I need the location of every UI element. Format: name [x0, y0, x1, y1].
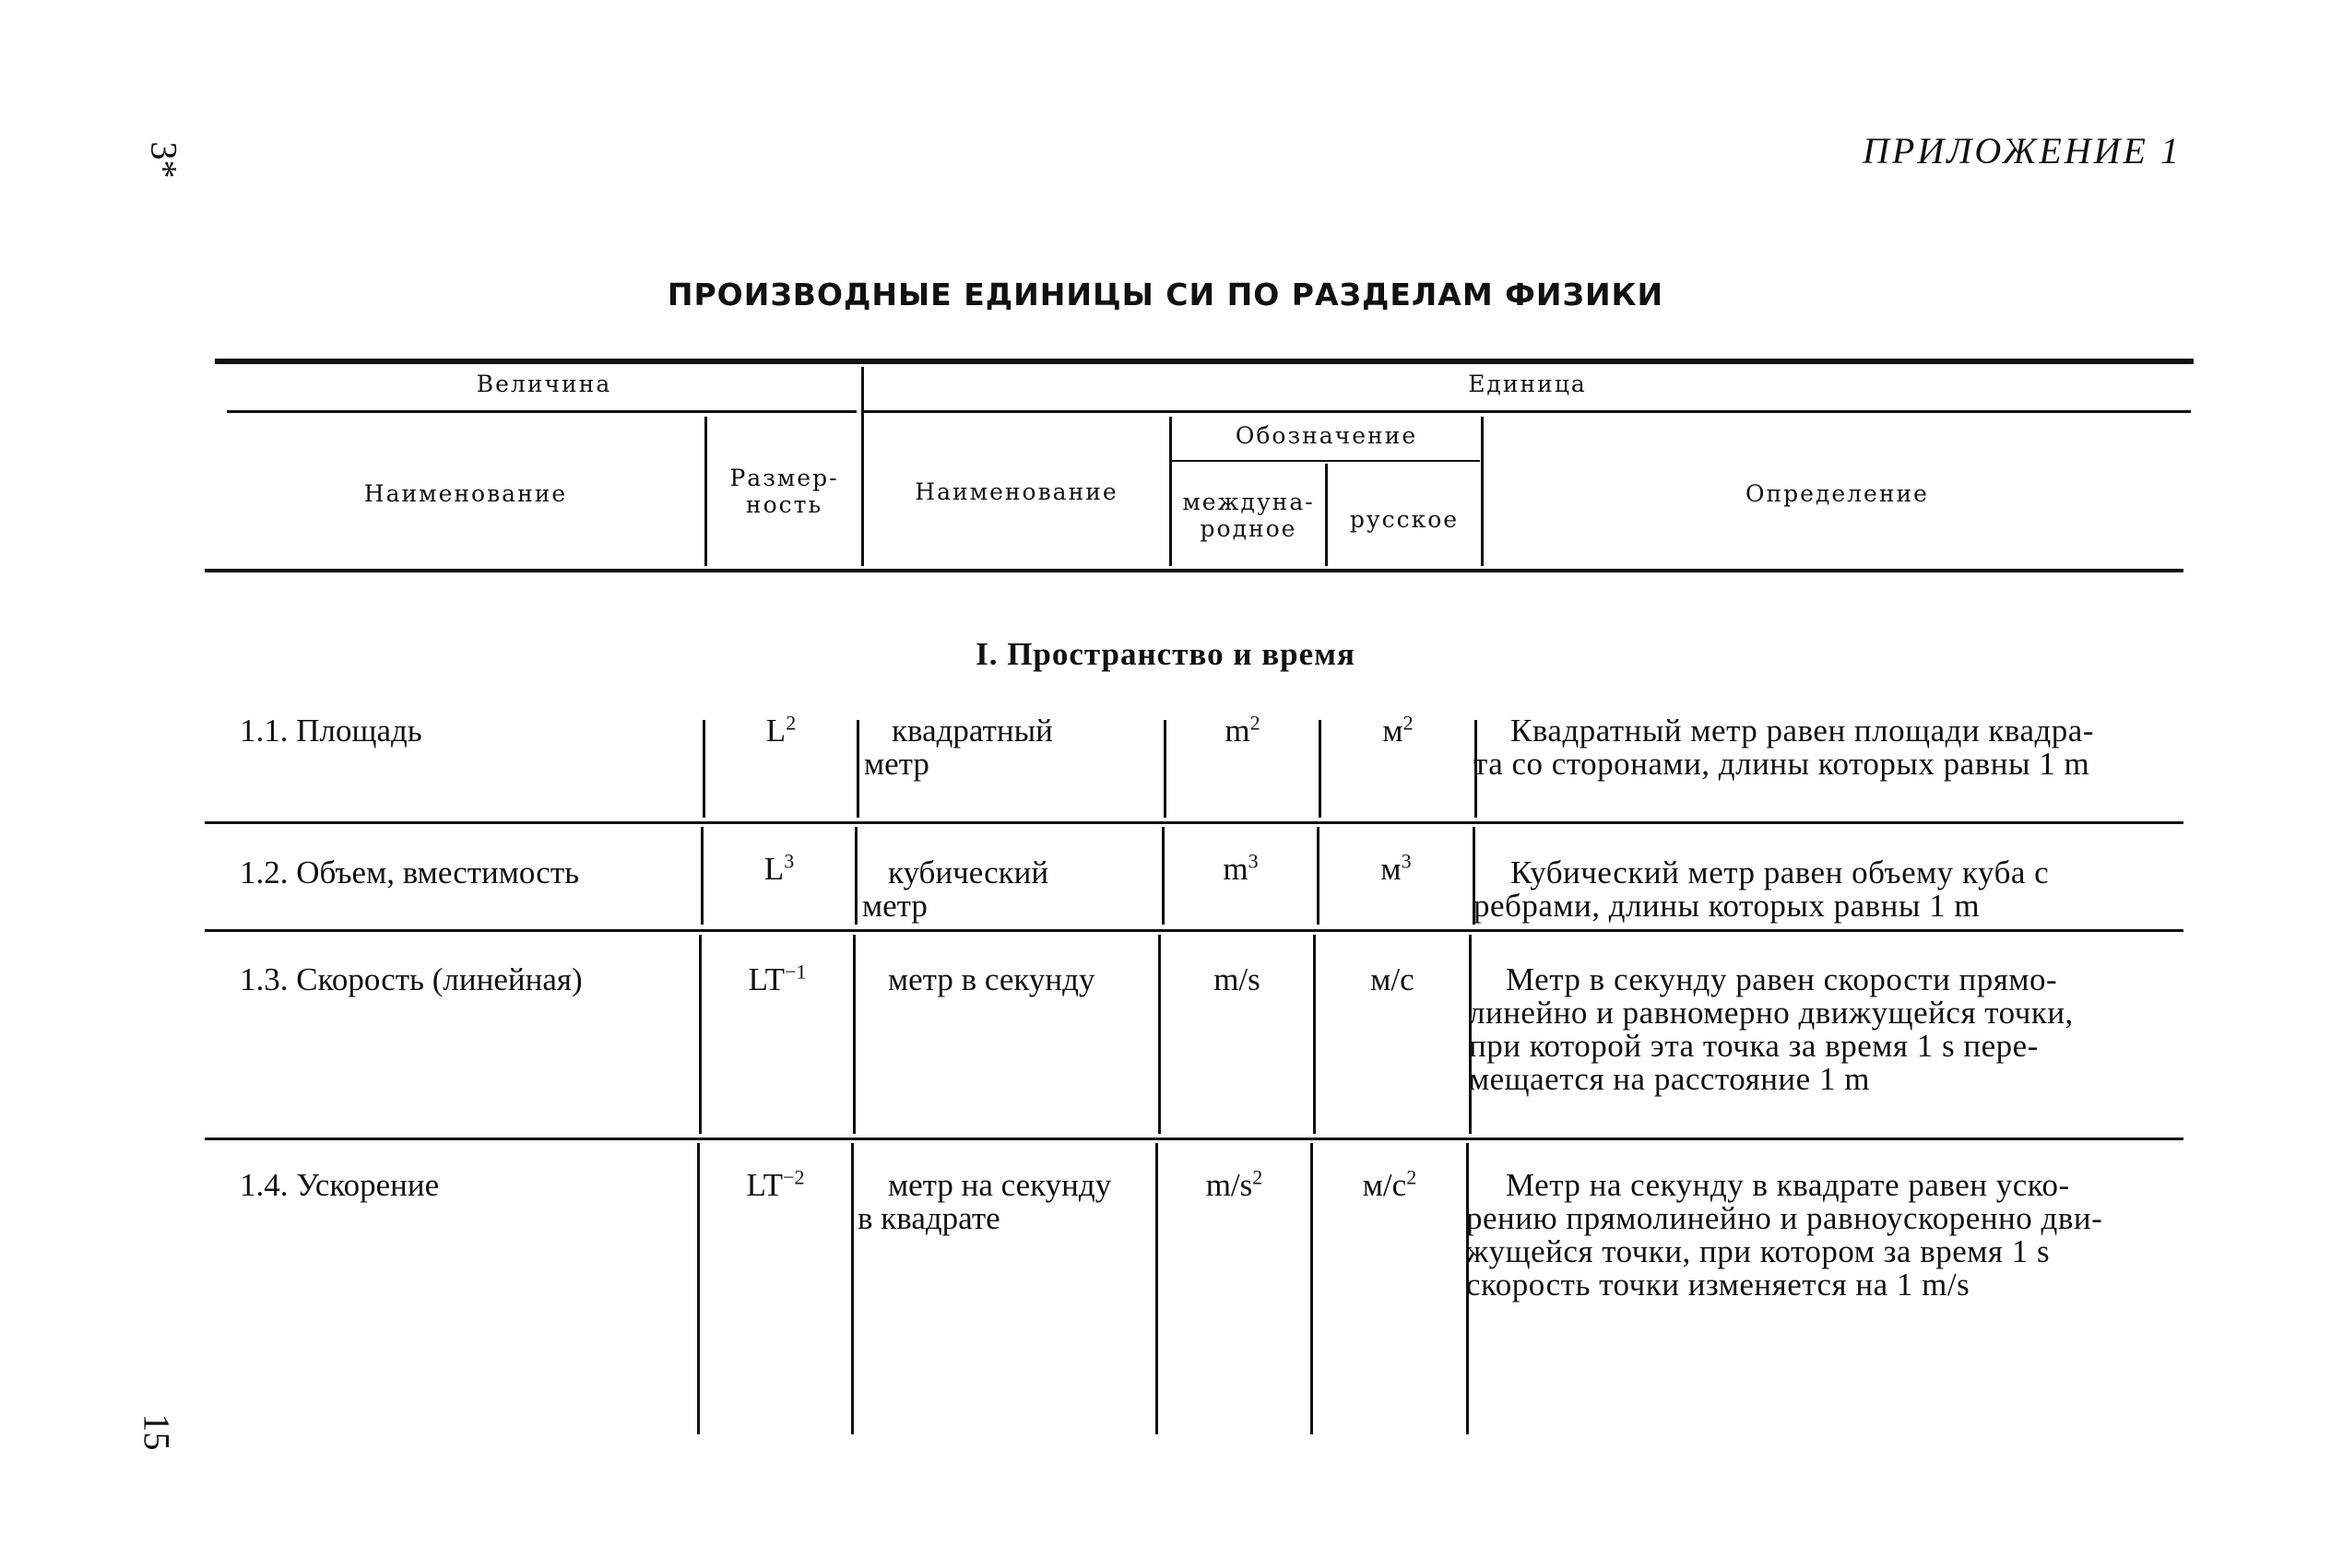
row-3-number: 1.3. — [240, 961, 289, 997]
row-2-rus: $м^3$ — [1380, 849, 1412, 887]
row-4-quantity — [240, 1169, 439, 1202]
header-bottom-rule — [205, 569, 2183, 572]
row-2-quantity-name: Объем, вместимость — [296, 855, 580, 890]
page-number: 15 — [136, 1413, 178, 1451]
row-4-rus: $м/с^2$ — [1362, 1165, 1417, 1203]
header-unit: Единица — [1468, 371, 1587, 397]
row-2-dimension: $L^3$ — [763, 849, 795, 887]
row-1-intl: $m^2$ — [1225, 711, 1260, 749]
row4-divider-2 — [851, 1143, 854, 1434]
row-1-definition: Квадратный метр равен площади квадра- та со сторонами, длины которых равны 1 m — [1473, 713, 2094, 782]
row-3-intl: m/s — [1213, 961, 1260, 997]
row-4-unit-name: метр на секунду в квадрате — [858, 1167, 1112, 1236]
row-3-dimension: $LT^{-1}$ — [748, 960, 807, 997]
row-4-definition: Метр на секунду в квадрате равен уско- рению прямолинейно и равноускоренно дви- жущейся точки, при котором за время 1 s скорость точки изменяется на 1 m/s — [1466, 1167, 2103, 1303]
row-separator-1 — [205, 821, 2183, 824]
row-3-quantity — [240, 963, 583, 996]
header-group-rule-right — [864, 410, 2191, 413]
header-quantity: Величина — [476, 371, 612, 397]
header-dimension: Размер- ность — [729, 465, 839, 518]
appendix-label: ПРИЛОЖЕНИЕ 1 — [1863, 130, 2182, 171]
header-top-rule — [215, 359, 2194, 364]
row-2-intl: $m^3$ — [1223, 849, 1259, 887]
row-2-quantity — [240, 856, 579, 890]
designation-rule — [1171, 460, 1480, 462]
row-1-rus: $м^2$ — [1382, 711, 1414, 749]
row-4-quantity-name: Ускорение — [296, 1167, 440, 1203]
corner-mark: 3* — [143, 141, 185, 179]
header-designation: Обозначение — [1235, 422, 1418, 449]
header-quantity-name: Наименование — [363, 480, 568, 507]
row-1-number: 1.1. — [240, 713, 289, 749]
header-russian: русское — [1349, 506, 1460, 533]
row-separator-3 — [205, 1138, 2183, 1140]
row-2-number: 1.2. — [240, 855, 289, 890]
row-1-quantity — [240, 714, 422, 748]
row-separator-2 — [205, 929, 2183, 932]
row1-divider-2 — [857, 720, 859, 818]
row-1-quantity-name: Площадь — [296, 713, 422, 749]
page-title: ПРОИЗВОДНЫЕ ЕДИНИЦЫ СИ ПО РАЗДЕЛАМ ФИЗИКИ — [667, 277, 1664, 312]
row-4-number: 1.4. — [240, 1167, 289, 1203]
row-3-quantity-name: Скорость (линейная) — [296, 961, 583, 997]
header-group-rule-left — [227, 410, 857, 413]
header-definition: Определение — [1745, 480, 1929, 507]
row-4-dimension: $LT^{-2}$ — [746, 1165, 805, 1203]
section-title: I. Пространство и время — [976, 636, 1355, 672]
row2-divider-2 — [855, 827, 858, 925]
row-1-unit-name: квадратный метр — [864, 713, 1053, 782]
row-3-definition: Метр в секунду равен скорости прямо- линейно и равномерно движущейся точки, при которой эта точка за время 1 s пере- мещается на расстояние 1 m — [1469, 961, 2074, 1097]
header-unit-name: Наименование — [915, 478, 1118, 505]
row3-divider-2 — [853, 935, 856, 1134]
row-3-rus: м/с — [1370, 961, 1414, 997]
row-1-dimension: $L^2$ — [765, 711, 797, 749]
row-2-unit-name: кубический метр — [862, 855, 1049, 924]
row-3-unit-name: метр в секунду — [888, 961, 1095, 997]
row-2-definition: Кубический метр равен объему куба с ребрами, длины которых равны 1 m — [1473, 855, 2050, 924]
header-international: междуна- родное — [1182, 489, 1315, 542]
row-4-intl: $m/s^2$ — [1205, 1165, 1263, 1203]
